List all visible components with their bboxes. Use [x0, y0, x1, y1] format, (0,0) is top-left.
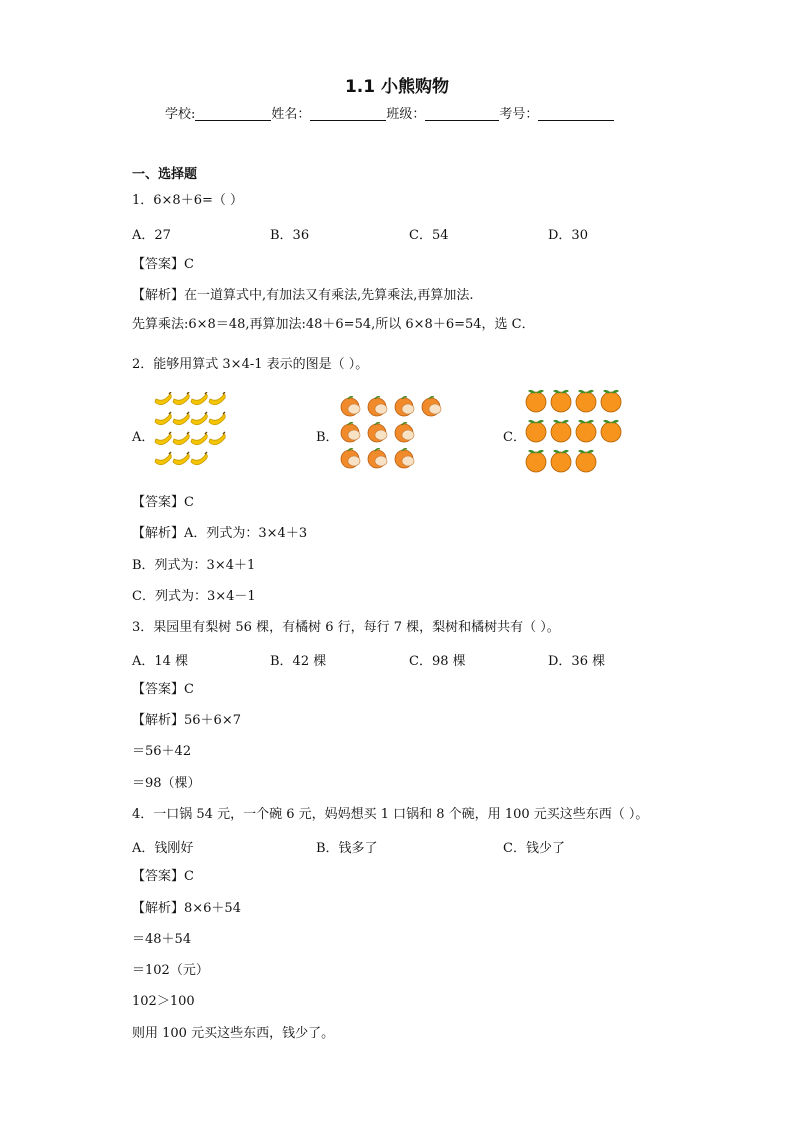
banana-icon — [191, 452, 207, 465]
orange-icon — [551, 450, 571, 472]
q2-analysis-2: B．列式为：3×4＋1 — [132, 558, 256, 573]
question-3-stem: 3．果园里有梨树 56 棵，有橘树 6 行，每行 7 棵，梨树和橘树共有（ ）。 — [132, 620, 560, 635]
q3-option-a: A．14 棵 — [132, 654, 189, 669]
q1-analysis-2: 先算乘法:6×8＝48,再算加法:48＋6=54,所以 6×8＋6=54，选 C． — [132, 317, 535, 332]
q1-analysis-1: 【解析】在一道算式中,有加法又有乘法,先算乘法,再算加法. — [132, 288, 474, 303]
banana-icon — [155, 452, 171, 465]
question-2-stem: 2．能够用算式 3×4-1 表示的图是（ ）。 — [132, 357, 369, 372]
banana-icon — [209, 432, 225, 445]
q2-option-c: C． — [503, 430, 526, 445]
orange-icon — [601, 390, 621, 412]
mango-icon — [395, 449, 414, 468]
q2-answer: 【答案】C — [132, 495, 194, 510]
q2-analysis-1: 【解析】A．列式为：3×4＋3 — [132, 526, 308, 541]
banana-icon — [173, 412, 189, 425]
school-label: 学校: — [165, 107, 196, 122]
mango-icon — [368, 397, 387, 416]
q3-analysis-2: ＝56＋42 — [132, 744, 192, 759]
q1-option-a: A．27 — [132, 228, 171, 243]
mango-icon — [395, 423, 414, 442]
orange-icon — [601, 420, 621, 442]
q3-option-d: D．36 棵 — [548, 654, 606, 669]
name-label: 姓名： — [271, 107, 311, 122]
q4-option-a: A．钱刚好 — [132, 841, 194, 856]
orange-icon — [526, 450, 546, 472]
q1-option-d: D．30 — [548, 228, 588, 243]
q1-option-c: C．54 — [409, 228, 449, 243]
q4-answer: 【答案】C — [132, 869, 194, 884]
mango-icon — [395, 397, 414, 416]
school-blank[interactable] — [195, 106, 271, 121]
banana-icon — [155, 412, 171, 425]
student-info-row — [165, 103, 614, 122]
mango-icon — [422, 397, 441, 416]
banana-icon — [173, 432, 189, 445]
mango-icon — [368, 423, 387, 442]
orange-icon — [576, 390, 596, 412]
banana-icon — [209, 392, 225, 405]
q2-analysis-3: C．列式为：3×4－1 — [132, 589, 256, 604]
banana-picture — [154, 392, 230, 476]
q3-analysis-1: 【解析】56＋6×7 — [132, 713, 241, 728]
orange-icon — [551, 420, 571, 442]
class-blank[interactable] — [425, 106, 499, 121]
q4-analysis-5: 则用 100 元买这些东西，钱少了。 — [132, 1026, 335, 1041]
q4-analysis-2: ＝48＋54 — [132, 932, 192, 947]
orange-icon — [526, 390, 546, 412]
orange-icon — [576, 420, 596, 442]
banana-icon — [191, 432, 207, 445]
mango-icon — [341, 449, 360, 468]
q4-analysis-3: ＝102（元） — [132, 963, 209, 978]
page-title: 1.1 小熊购物 — [344, 77, 450, 97]
q3-answer: 【答案】C — [132, 682, 194, 697]
q1-option-b: B．36 — [270, 228, 310, 243]
banana-icon — [191, 412, 207, 425]
q3-analysis-3: ＝98（棵） — [132, 776, 201, 791]
banana-icon — [173, 392, 189, 405]
q4-option-c: C．钱少了 — [503, 841, 565, 856]
mango-icon — [341, 397, 360, 416]
orange-icon — [551, 390, 571, 412]
banana-icon — [155, 392, 171, 405]
orange-icon — [576, 450, 596, 472]
q2-option-b: B． — [316, 430, 339, 445]
q4-analysis-1: 【解析】8×6＋54 — [132, 901, 241, 916]
q1-answer: 【答案】C — [132, 257, 194, 272]
class-label: 班级： — [386, 107, 426, 122]
exam-no-label: 考号： — [499, 107, 539, 122]
question-1-stem: 1．6×8＋6=（ ） — [132, 193, 244, 208]
exam-no-blank[interactable] — [538, 106, 614, 121]
name-blank[interactable] — [310, 106, 386, 121]
q4-analysis-4: 102＞100 — [132, 994, 195, 1009]
q2-option-a: A． — [132, 430, 155, 445]
orange-picture — [525, 388, 629, 480]
question-4-stem: 4．一口锅 54 元，一个碗 6 元，妈妈想买 1 口锅和 8 个碗，用 100 元买这些东西（ ）。 — [132, 807, 649, 822]
banana-icon — [155, 432, 171, 445]
q4-option-b: B．钱多了 — [316, 841, 378, 856]
mango-icon — [368, 449, 387, 468]
banana-icon — [191, 392, 207, 405]
q3-option-c: C．98 棵 — [409, 654, 466, 669]
q3-option-b: B．42 棵 — [270, 654, 327, 669]
orange-icon — [526, 420, 546, 442]
section-heading: 一、选择题 — [132, 167, 198, 182]
banana-icon — [173, 452, 189, 465]
mango-picture — [340, 396, 450, 474]
mango-icon — [341, 423, 360, 442]
banana-icon — [209, 412, 225, 425]
